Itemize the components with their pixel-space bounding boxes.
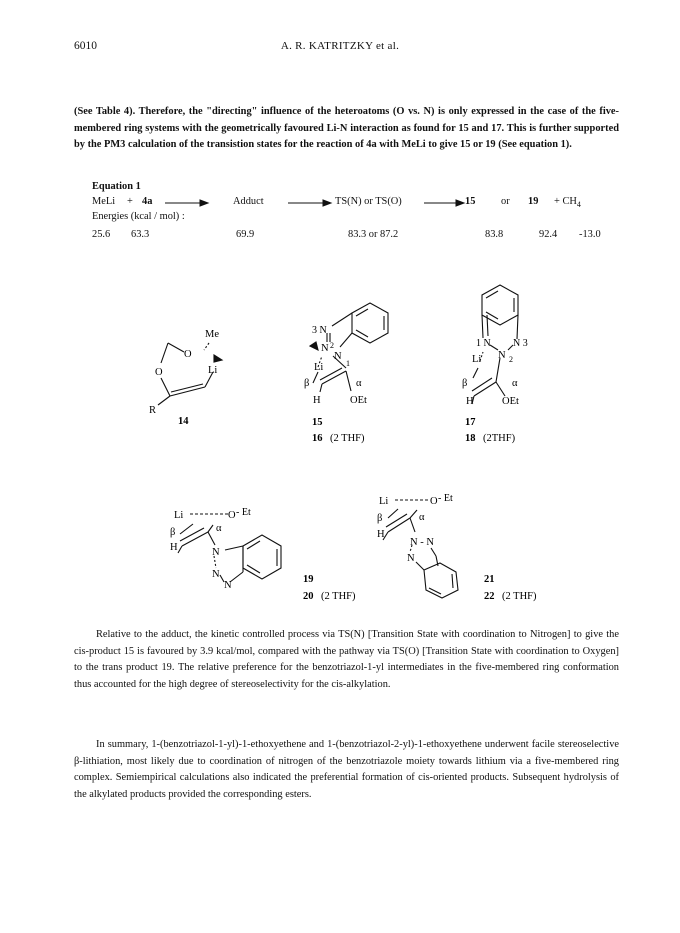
s19-o: O: [228, 510, 236, 521]
s14-number: 14: [178, 416, 189, 427]
s17-beta: β: [462, 378, 468, 389]
structure-19: [178, 514, 281, 582]
s17-number: 17: [465, 417, 476, 428]
s19-alpha: α: [216, 523, 222, 534]
s17-h: H: [466, 396, 474, 407]
eq-ts: TS(N) or TS(O): [335, 196, 402, 207]
s15-n1-num: 1: [346, 359, 350, 368]
s17-n2: N: [498, 350, 506, 361]
eq-product-19: 19: [528, 196, 539, 207]
paragraph-2: Relative to the adduct, the kinetic controlled process via TS(N) [Transition State with coordination to Nitrogen] to give the cis-product 15 is favoured by 3.9 kcal/mol, compared with the pathway via TS(O) [Transition State with coordination to Oxygen] to the trans product 19. The relative preference for the benzotriazol-1-yl intermediates in the five-membered ring conformation thus accounted for the high degree of stereoselectivity for the cis-alkylation.: [74, 629, 619, 690]
s19-beta: β: [170, 527, 176, 538]
energy-value: 69.9: [236, 229, 255, 240]
s14-o-top: O: [184, 349, 192, 360]
s22-number: 22: [484, 591, 495, 602]
s21-o: O: [430, 496, 438, 507]
s21-beta: β: [377, 513, 383, 524]
energy-value: 83.8: [485, 229, 504, 240]
s15-n1: N: [334, 351, 342, 362]
s16-number: 16: [312, 433, 323, 444]
paragraph-3: In summary, 1-(benzotriazol-1-yl)-1-ethoxyethene and 1-(benzotriazol-2-yl)-1-ethoxyethene underwent facile stereoselective β-lithiation, most likely due to coordination of nitrogen of the benzotriazole moiety towards lithium via a five-membered ring complex. Semiempirical calculations also indicated the preferential formation of cis-oriented products. Subsequent hydrolysis of the alkylated products provided the corresponding esters.: [74, 739, 619, 800]
s18-number: 18: [465, 433, 476, 444]
eq-product-15: 15: [465, 196, 476, 207]
s21-alpha: α: [419, 512, 425, 523]
s18-thf: (2THF): [483, 433, 516, 444]
eq-adduct: Adduct: [233, 196, 264, 207]
s22-thf: (2 THF): [502, 591, 537, 602]
s15-number: 15: [312, 417, 323, 428]
s14-li: Li: [208, 365, 218, 376]
s17-li: Li: [472, 354, 482, 365]
energy-value: 25.6: [92, 229, 111, 240]
s17-n3: N 3: [513, 338, 528, 349]
s17-n1: 1 N: [476, 338, 491, 349]
s19-et: - Et: [236, 507, 251, 518]
s15-oet: OEt: [350, 395, 367, 406]
s21-et: - Et: [438, 493, 453, 504]
equation-title: Equation 1: [92, 181, 141, 192]
s14-o-left: O: [155, 367, 163, 378]
s17-n2-num: 2: [509, 355, 513, 364]
energy-value: -13.0: [579, 229, 601, 240]
s21-li: Li: [379, 496, 389, 507]
eq-reactant: 4a: [142, 196, 153, 207]
eq-meli: MeLi: [92, 196, 116, 207]
page-number: 6010: [74, 40, 97, 52]
s17-alpha: α: [512, 378, 518, 389]
s15-n3: 3 N: [312, 325, 327, 336]
s15-alpha: α: [356, 378, 362, 389]
paragraph-1: (See Table 4). Therefore, the "directing" influence of the heteroatoms (O vs. N) is only expressed in the case of the five-membered ring systems with the geometrically favoured Li-N interaction as found for 15 and 17. This is further supported by the PM3 calculation of the transistion states for the reaction of 4a with MeLi to give 15 or 19 (See equation 1).: [74, 106, 619, 151]
s15-n2-num: 2: [330, 341, 334, 350]
s20-thf: (2 THF): [321, 591, 356, 602]
eq-plus: +: [127, 196, 133, 207]
s19-n1: N: [212, 547, 220, 558]
s19-h: H: [170, 542, 178, 553]
s15-beta: β: [304, 378, 310, 389]
s20-number: 20: [303, 591, 314, 602]
s17-oet: OEt: [502, 396, 519, 407]
s15-h: H: [313, 395, 321, 406]
running-header-authors: A. R. KATRITZKY et al.: [280, 40, 400, 52]
s15-n2: N: [321, 343, 329, 354]
s19-n3: N: [224, 580, 232, 591]
s21-number: 21: [484, 574, 495, 585]
s19-n2: N: [212, 569, 220, 580]
s19-li: Li: [174, 510, 184, 521]
s21-h: H: [377, 529, 385, 540]
s16-thf: (2 THF): [330, 433, 365, 444]
s21-n: N: [407, 553, 415, 564]
s21-n-n: N - N: [410, 537, 434, 548]
s15-li: Li: [314, 362, 324, 373]
energy-value: 92.4: [539, 229, 558, 240]
s19-number: 19: [303, 574, 314, 585]
energy-value: 83.3 or 87.2: [348, 229, 399, 240]
energy-label: Energies (kcal / mol) :: [92, 211, 185, 222]
eq-ch4: + $CH_4$: [554, 196, 581, 210]
eq-or: or: [501, 196, 510, 207]
energy-value: 63.3: [131, 229, 150, 240]
s14-r: R: [149, 405, 157, 416]
s14-me: Me: [205, 329, 219, 340]
